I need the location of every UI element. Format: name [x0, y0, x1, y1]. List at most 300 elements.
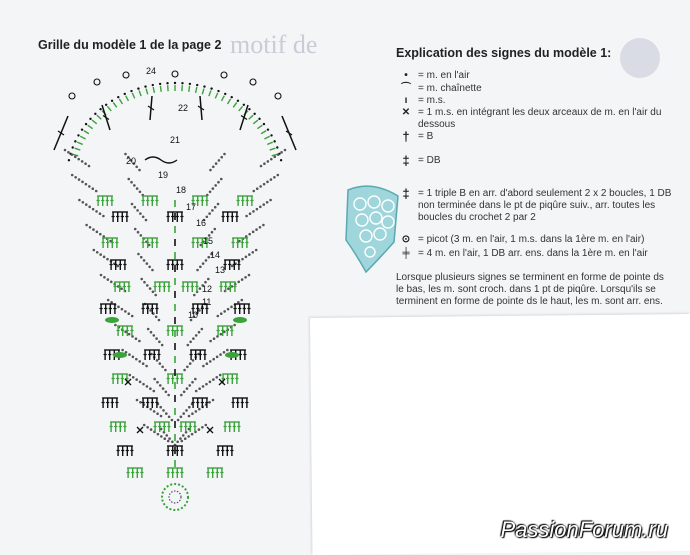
- chain-dot: [202, 262, 205, 265]
- chain-dot: [217, 181, 220, 184]
- watermark: PassionForum.ru: [500, 517, 668, 542]
- chain-dot: [188, 415, 191, 418]
- chain-dot: [138, 169, 141, 172]
- legend-item-double-treble: [396, 155, 686, 169]
- chain-dot: [154, 294, 157, 297]
- chain-dot: [159, 384, 162, 387]
- chain-dot: [217, 315, 220, 318]
- chain-dot: [211, 231, 214, 234]
- chain-dot: [263, 162, 266, 165]
- chain-dot: [215, 162, 218, 165]
- chain-dot: [208, 212, 211, 215]
- chain-dot: [251, 251, 254, 254]
- chain-dot: [117, 306, 120, 309]
- chain-dot: [137, 231, 140, 234]
- chain-dot: [192, 359, 195, 362]
- chain-dot: [263, 183, 266, 186]
- legend-text: = m. en l'air: [418, 70, 470, 81]
- chain-dot: [110, 281, 113, 284]
- chain-dot: [205, 259, 208, 262]
- arc-tick: [126, 96, 129, 101]
- row-number: 14: [210, 250, 221, 260]
- legend-text: = 4 m. en l'air, 1 DB arr. ens. dans la 1ère m. en l'air: [418, 248, 648, 259]
- chain-dot: [120, 287, 123, 290]
- legend-item-single-crochet: [396, 95, 686, 107]
- chain-dot: [195, 410, 198, 413]
- picot: [172, 71, 178, 77]
- chain-dot: [135, 337, 138, 340]
- chain-dot: [214, 184, 217, 187]
- arc-tick: [249, 115, 253, 119]
- chain-dot: [147, 328, 150, 331]
- chain-dot: [92, 208, 95, 211]
- chain-dot: [91, 187, 94, 190]
- chain-dot: [139, 212, 142, 215]
- chain-dot: [237, 281, 240, 284]
- chain-dot: [180, 416, 183, 419]
- chain-dot: [198, 331, 201, 334]
- arc-dot: [72, 146, 74, 148]
- chain-dot: [241, 258, 244, 261]
- chain-dot: [191, 433, 194, 436]
- row-number: 13: [215, 265, 226, 275]
- chain-dot: [266, 201, 269, 204]
- chain-dot: [134, 228, 137, 231]
- chain-dot: [100, 274, 103, 277]
- chain-dot: [266, 181, 269, 184]
- chain-dot: [150, 331, 153, 334]
- chain-dot: [241, 299, 244, 302]
- chain-dot: [85, 183, 88, 186]
- chain-dot: [196, 269, 199, 272]
- legend-note: Lorsque plusieurs signes se terminent en forme de pointe ds le bas, les m. sont croch. dans 1 pt de piqûre. Lorsqu'ils se terminent en forme de pointe ds le haut, les m. sont arr. ens.: [396, 272, 664, 307]
- chain-dot: [217, 203, 220, 206]
- chain-dot: [71, 174, 74, 177]
- chain-dot: [198, 408, 201, 411]
- chain-dot: [153, 410, 156, 413]
- chain-dot: [223, 153, 226, 156]
- arc-dot: [166, 82, 168, 84]
- chain-dot: [245, 256, 248, 259]
- chain-dot: [227, 308, 230, 311]
- chain-dot: [211, 209, 214, 212]
- row-number: 12: [202, 284, 213, 294]
- chain-dot: [212, 358, 215, 361]
- arc-tick: [139, 90, 141, 96]
- chain-dot: [249, 212, 252, 215]
- chain-dot: [194, 378, 197, 381]
- chain-dot: [162, 387, 165, 390]
- chain-dot: [171, 419, 174, 422]
- chain-dot: [84, 162, 87, 165]
- chain-dot: [143, 424, 146, 427]
- arc-tick: [189, 86, 190, 92]
- chain-dot: [107, 299, 110, 302]
- chain-dot: [128, 333, 131, 336]
- arc-tick: [160, 86, 161, 92]
- chain-dot: [198, 428, 201, 431]
- chain-dot: [209, 169, 212, 172]
- chain-dot: [259, 206, 262, 209]
- chain-dot: [168, 437, 171, 440]
- chain-dot: [156, 359, 159, 362]
- chain-dot: [164, 369, 167, 372]
- legend-text: = 1 triple B en arr. d'abord seulement 2 x 2 boucles, 1 DB non terminée dans le pt de piqûre suiv., arr. toutes les boucles du crochet 2 par 2: [418, 188, 672, 223]
- chain-dot: [121, 349, 124, 352]
- chain-dot: [88, 165, 91, 168]
- chain-dot: [77, 158, 80, 161]
- arc-dot: [217, 90, 219, 92]
- chain-dot: [82, 201, 85, 204]
- chain-dot: [151, 269, 154, 272]
- arc-tick: [146, 89, 148, 95]
- picot: [94, 79, 100, 85]
- chain-dot: [237, 301, 240, 304]
- chain-dot: [135, 358, 138, 361]
- arc-dot: [89, 118, 91, 120]
- arc-tick: [270, 148, 276, 150]
- arc-dot: [99, 108, 101, 110]
- picot: [123, 72, 129, 78]
- arc-tick: [261, 131, 266, 134]
- chain-dot: [181, 440, 184, 443]
- chain-dot: [153, 390, 156, 393]
- chain-dot: [277, 153, 280, 156]
- arc-dot: [77, 134, 79, 136]
- chain-dot: [152, 291, 155, 294]
- x-stitch-icon: ✕: [401, 107, 411, 118]
- arc-dot: [105, 104, 107, 106]
- chain-dot: [133, 184, 136, 187]
- chain-dot: [205, 383, 208, 386]
- arc-dot: [280, 159, 282, 161]
- arc-dot: [144, 85, 146, 87]
- arc-dot: [253, 113, 255, 115]
- chain-dot: [159, 362, 162, 365]
- chain-dot: [199, 287, 202, 290]
- legend-item-x-stitch: [396, 107, 686, 131]
- chain-dot: [140, 256, 143, 259]
- center-ring: [162, 484, 188, 510]
- row-number: 21: [170, 135, 181, 145]
- chain-dot: [230, 306, 233, 309]
- chain-dot: [189, 341, 192, 344]
- chain-dot: [78, 199, 81, 202]
- chain-dot: [180, 394, 183, 397]
- chain-dot: [64, 149, 67, 152]
- chain-dot: [132, 356, 135, 359]
- chain-dot: [188, 406, 191, 409]
- chain-dot: [198, 387, 201, 390]
- chain-dot: [148, 266, 151, 269]
- chain-dot: [149, 287, 152, 290]
- chain-dot: [92, 228, 95, 231]
- chain-dot: [139, 191, 142, 194]
- chain-dot: [160, 415, 163, 418]
- legend-item-chain-dt: [396, 248, 686, 260]
- chain-dot: [137, 253, 140, 256]
- chain-dot: [195, 334, 198, 337]
- chain-dot: [191, 412, 194, 415]
- chain-dot: [85, 203, 88, 206]
- chain-dot: [81, 160, 84, 163]
- arc-dot: [159, 83, 161, 85]
- chain-dot: [158, 319, 161, 322]
- chain-dot: [95, 190, 98, 193]
- row-number: 18: [176, 185, 187, 195]
- arc-dot: [174, 82, 176, 84]
- chain-dot: [212, 166, 215, 169]
- leaf-picot: [105, 317, 119, 323]
- chain-dot: [206, 362, 209, 365]
- chain-dot: [273, 156, 276, 159]
- chain-dot: [241, 278, 244, 281]
- chain-dot: [179, 437, 182, 440]
- chain-dot: [213, 228, 216, 231]
- chain-dot: [136, 399, 139, 402]
- arc-tick: [77, 142, 83, 144]
- chain-dot: [85, 224, 88, 227]
- chain-dot: [256, 208, 259, 211]
- chain-dot: [214, 206, 217, 209]
- slip-stitch-icon: ⌒: [401, 83, 411, 94]
- picot: [275, 93, 281, 99]
- treble-icon: †: [402, 129, 410, 144]
- chain-dot: [81, 181, 84, 184]
- chain-dot: [207, 278, 210, 281]
- chain-dot: [167, 394, 170, 397]
- arc-dot: [85, 123, 87, 125]
- chain-dot: [143, 281, 146, 284]
- arc-tick: [228, 99, 231, 104]
- chain-dot: [262, 203, 265, 206]
- row-number: 22: [178, 103, 189, 113]
- chain-dot: [186, 366, 189, 369]
- row-number: 16: [196, 218, 207, 228]
- chain-dot: [156, 381, 159, 384]
- chain-dot: [259, 226, 262, 229]
- chain-dot: [95, 210, 98, 213]
- chain-dot: [139, 381, 142, 384]
- chain-dot: [74, 156, 77, 159]
- picot: [69, 93, 75, 99]
- arc-tick: [233, 102, 236, 107]
- arc-tick: [107, 106, 111, 111]
- chain-dot: [161, 366, 164, 369]
- center-ring-inner: [169, 491, 181, 503]
- chain-dot: [186, 387, 189, 390]
- row-number: 15: [203, 236, 214, 246]
- chain-dot: [182, 412, 185, 415]
- chain-dot: [201, 426, 204, 429]
- chain-dot: [131, 203, 134, 206]
- chain-dot: [136, 209, 139, 212]
- chain-dot: [248, 274, 251, 277]
- chain-dot: [220, 312, 223, 315]
- chain-dot: [165, 391, 168, 394]
- chain-dot: [139, 401, 142, 404]
- chain-dot: [146, 385, 149, 388]
- arc-dot: [74, 140, 76, 142]
- arc-dot: [117, 96, 119, 98]
- chain-dot: [153, 378, 156, 381]
- chain-dot-icon: •: [404, 70, 408, 81]
- chain-dot: [255, 228, 258, 231]
- chain-dot: [177, 419, 180, 422]
- arc-dot: [267, 128, 269, 130]
- legend-item-treble: [396, 131, 686, 145]
- chain-dot: [160, 435, 163, 438]
- chain-dot: [159, 406, 162, 409]
- legend-text: = m.s.: [418, 95, 446, 106]
- chain-dot: [165, 412, 168, 415]
- arc-dot: [111, 100, 113, 102]
- chain-dot: [121, 308, 124, 311]
- arc-dot: [270, 134, 272, 136]
- chain-dot: [227, 287, 230, 290]
- arc-dot: [196, 84, 198, 86]
- chain-dot: [270, 178, 273, 181]
- chain-dot: [202, 385, 205, 388]
- arc-tick: [97, 115, 101, 119]
- chain-dot: [255, 249, 258, 252]
- chain-dot: [216, 356, 219, 359]
- chain-dot: [89, 226, 92, 229]
- arc-dot: [189, 83, 191, 85]
- arc-dot: [68, 159, 70, 161]
- chain-dot: [124, 153, 127, 156]
- picot: [250, 79, 256, 85]
- chain-dot: [158, 341, 161, 344]
- chain-dot: [256, 187, 259, 190]
- arc-tick: [215, 93, 217, 98]
- arc-tick: [253, 120, 258, 124]
- chain-dot: [128, 353, 131, 356]
- swirl: [145, 157, 177, 163]
- arc-tick: [222, 96, 225, 101]
- chain-dot: [193, 294, 196, 297]
- arc-dot: [231, 96, 233, 98]
- leaf-picot: [225, 352, 239, 358]
- legend-text: = m. chaînette: [418, 83, 482, 94]
- arc-tick: [132, 93, 134, 98]
- chain-dot: [220, 333, 223, 336]
- double-treble-icon: ‡: [402, 153, 410, 168]
- chain-dot: [220, 178, 223, 181]
- chain-dot: [124, 310, 127, 313]
- chain-dot: [219, 374, 222, 377]
- arc-dot: [124, 93, 126, 95]
- grid-title: Grille du modèle 1 de la page 2: [38, 38, 222, 52]
- chain-dot: [140, 278, 143, 281]
- chain-dot: [209, 381, 212, 384]
- arc-dot: [203, 85, 205, 87]
- chain-dot: [149, 387, 152, 390]
- arc-tick: [267, 142, 273, 144]
- arc-tick: [209, 90, 211, 96]
- legend-text: = B: [418, 131, 434, 142]
- chain-treble-icon: ╪: [402, 248, 410, 259]
- chain-dot: [209, 360, 212, 363]
- chain-dot: [143, 259, 146, 262]
- chain-dot: [244, 276, 247, 279]
- arc-dot: [276, 146, 278, 148]
- chain-dot: [130, 181, 133, 184]
- chain-dot: [132, 376, 135, 379]
- arc-dot: [137, 87, 139, 89]
- chain-dot: [127, 178, 130, 181]
- chain-dot: [99, 212, 102, 215]
- chain-dot: [184, 437, 187, 440]
- chain-dot: [146, 284, 149, 287]
- arc-tick: [119, 99, 122, 104]
- arc-tick: [153, 87, 154, 93]
- arc-dot: [152, 84, 154, 86]
- legend-text: = picot (3 m. en l'air, 1 m.s. dans la 1ère m. en l'air): [418, 234, 645, 245]
- chain-dot: [209, 340, 212, 343]
- arc-tick: [239, 106, 243, 111]
- chain-dot: [157, 433, 160, 436]
- legend-text: = DB: [418, 155, 441, 166]
- chain-dot: [145, 219, 148, 222]
- chain-dot: [156, 412, 159, 415]
- chain-dot: [138, 360, 141, 363]
- chain-dot: [88, 185, 91, 188]
- arc-tick: [80, 136, 85, 139]
- chain-dot: [142, 383, 145, 386]
- chain-dot: [205, 424, 208, 427]
- arc-dot: [224, 93, 226, 95]
- chain-dot: [199, 266, 202, 269]
- row-number: 20: [126, 156, 137, 166]
- legend-item-picot: [396, 234, 686, 246]
- chain-dot: [102, 215, 105, 218]
- motif-thumbnail: [338, 182, 404, 274]
- arc-tick: [113, 102, 116, 107]
- row-number: 10: [188, 310, 199, 320]
- chain-dot: [131, 315, 134, 318]
- chain-dot: [138, 340, 141, 343]
- chain-dot: [74, 176, 77, 179]
- chain-dot: [96, 231, 99, 234]
- chain-dot: [223, 351, 226, 354]
- chain-dot: [248, 253, 251, 256]
- arc-tick: [264, 136, 269, 139]
- chain-dot: [88, 206, 91, 209]
- chain-dot: [192, 337, 195, 340]
- chain-dot: [253, 190, 256, 193]
- single-crochet-icon: ı: [404, 95, 408, 106]
- legend-item-slip-stitch: [396, 83, 686, 95]
- chain-dot: [107, 278, 110, 281]
- arc-tick: [202, 89, 204, 95]
- chain-dot: [161, 344, 164, 347]
- chain-dot: [209, 191, 212, 194]
- row-number: 11: [202, 297, 212, 307]
- chain-dot: [152, 334, 155, 337]
- chain-dot: [163, 437, 166, 440]
- triple-treble-icon: ‡: [402, 186, 410, 201]
- chain-dot: [140, 234, 143, 237]
- chain-dot: [215, 376, 218, 379]
- chain-dot: [219, 353, 222, 356]
- chain-dot: [248, 233, 251, 236]
- chain-dot: [198, 309, 201, 312]
- picot: [221, 72, 227, 78]
- chain-dot: [78, 178, 81, 181]
- legend-text: = 1 m.s. en intégrant les deux arceaux de m. en l'air du dessous: [418, 107, 662, 130]
- arc-tick: [257, 125, 262, 128]
